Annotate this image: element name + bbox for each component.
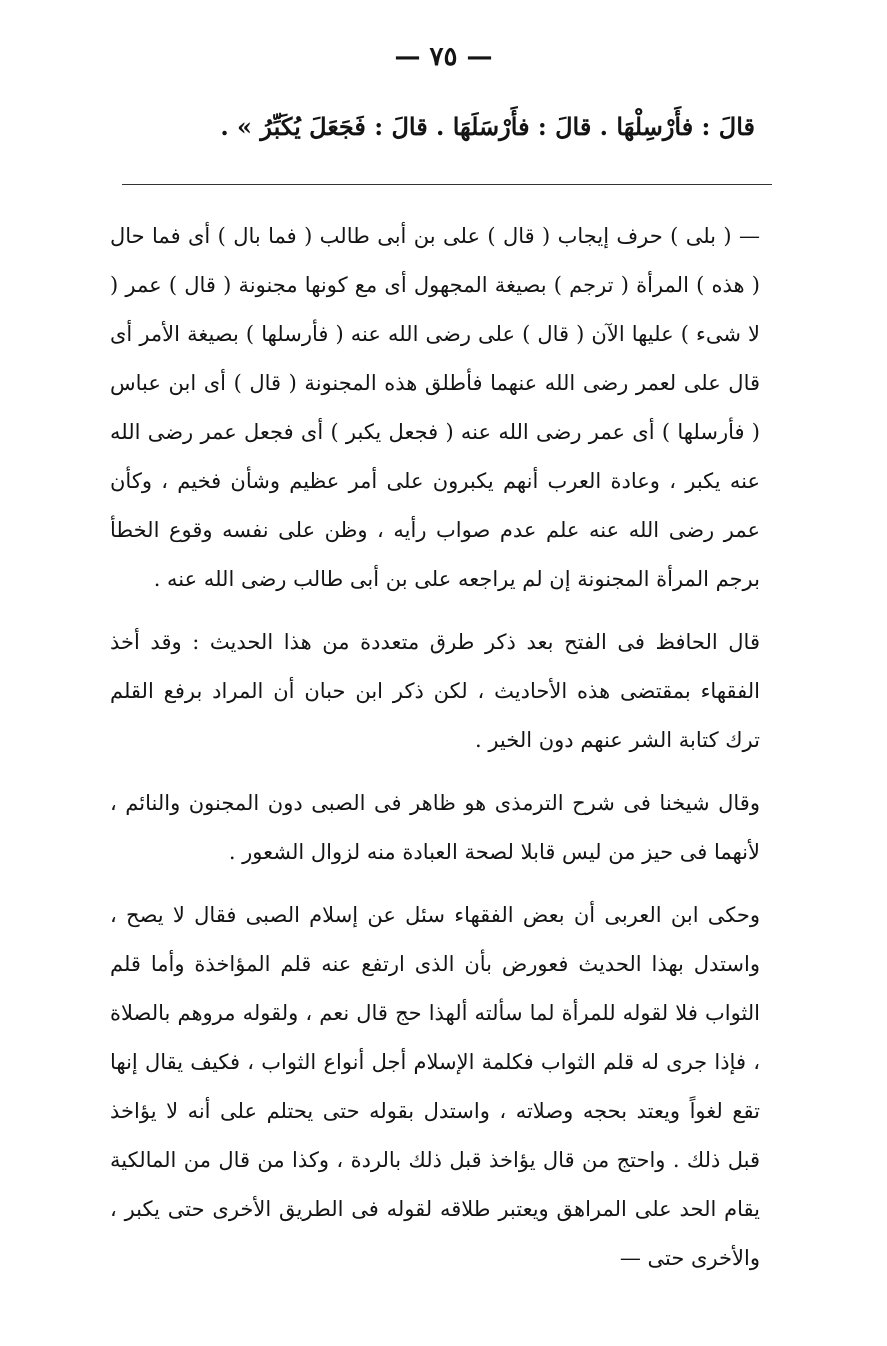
page-number: — ٧٥ — <box>394 42 493 72</box>
paragraph-commentary: — ( بلى ) حرف إيجاب ( قال ) على بن أبى طالب ( فما بال ) أى فما حال ( هذه ) المرأة ( ترجم ) بصيغة المجهول أى مع كونها مجنونة ( قال ) عمر ( لا شىء ) عليها الآن ( قال ) على رضى الله عنه ( فأرسلها ) بصيغة الأمر أى قال على لعمر رضى الله عنهما فأطلق هذه المجنونة ( قال ) أى ابن عباس ( فأرسلها ) أى عمر رضى الله عنه ( فجعل يكبر ) أى فجعل عمر رضى الله عنه يكبر ، وعادة العرب أنهم يكبرون على أمر عظيم وشأن فخيم ، وكأن عمر رضى الله عنه علم عدم صواب رأيه ، وظن على نفسه وقوع الخطأ برجم المرأة المجنونة إن لم يراجعه على بن أبى طالب رضى الله عنه . <box>110 224 760 591</box>
hadith-quote-line: قالَ : فأَرْسِلْهَا . قالَ : فأَرْسَلَهَا . قالَ : فَجَعَلَ يُكَبِّرُ » . <box>220 112 755 141</box>
paragraph-tirmidhi-sharh: وقال شيخنا فى شرح الترمذى هو ظاهر فى الصبى دون المجنون والنائم ، لأنهما فى حيز من ليس قابلا لصحة العبادة منه لزوال الشعور . <box>110 791 760 864</box>
paragraph-ibn-arabi: وحكى ابن العربى أن بعض الفقهاء سئل عن إسلام الصبى فقال لا يصح ، واستدل بهذا الحديث فعورض بأن الذى ارتفع عنه قلم المؤاخذة وأما قلم الثواب فلا لقوله للمرأة لما سألته ألهذا حج قال نعم ، ولقوله مروهم بالصلاة ، فإذا جرى له قلم الثواب فكلمة الإسلام أجل أنواع الثواب ، فكيف يقال إنها تقع لغواً ويعتد بحجه وصلاته ، واستدل بقوله حتى يحتلم على أنه لا يؤاخذ قبل ذلك . واحتج من قال يؤاخذ قبل ذلك بالردة ، وكذا من قال من المالكية يقام الحد على المراهق ويعتبر طلاقه لقوله فى الطريق الأخرى حتى يكبر ، والأخرى حتى — <box>110 903 760 1270</box>
footnote-divider <box>122 184 772 185</box>
commentary-body <box>110 212 760 1283</box>
paragraph-hafiz-fath: قال الحافظ فى الفتح بعد ذكر طرق متعددة من هذا الحديث : وقد أخذ الفقهاء بمقتضى هذه الأحاديث ، لكن ذكر ابن حبان أن المراد برفع القلم ترك كتابة الشر عنهم دون الخير . <box>110 630 760 752</box>
